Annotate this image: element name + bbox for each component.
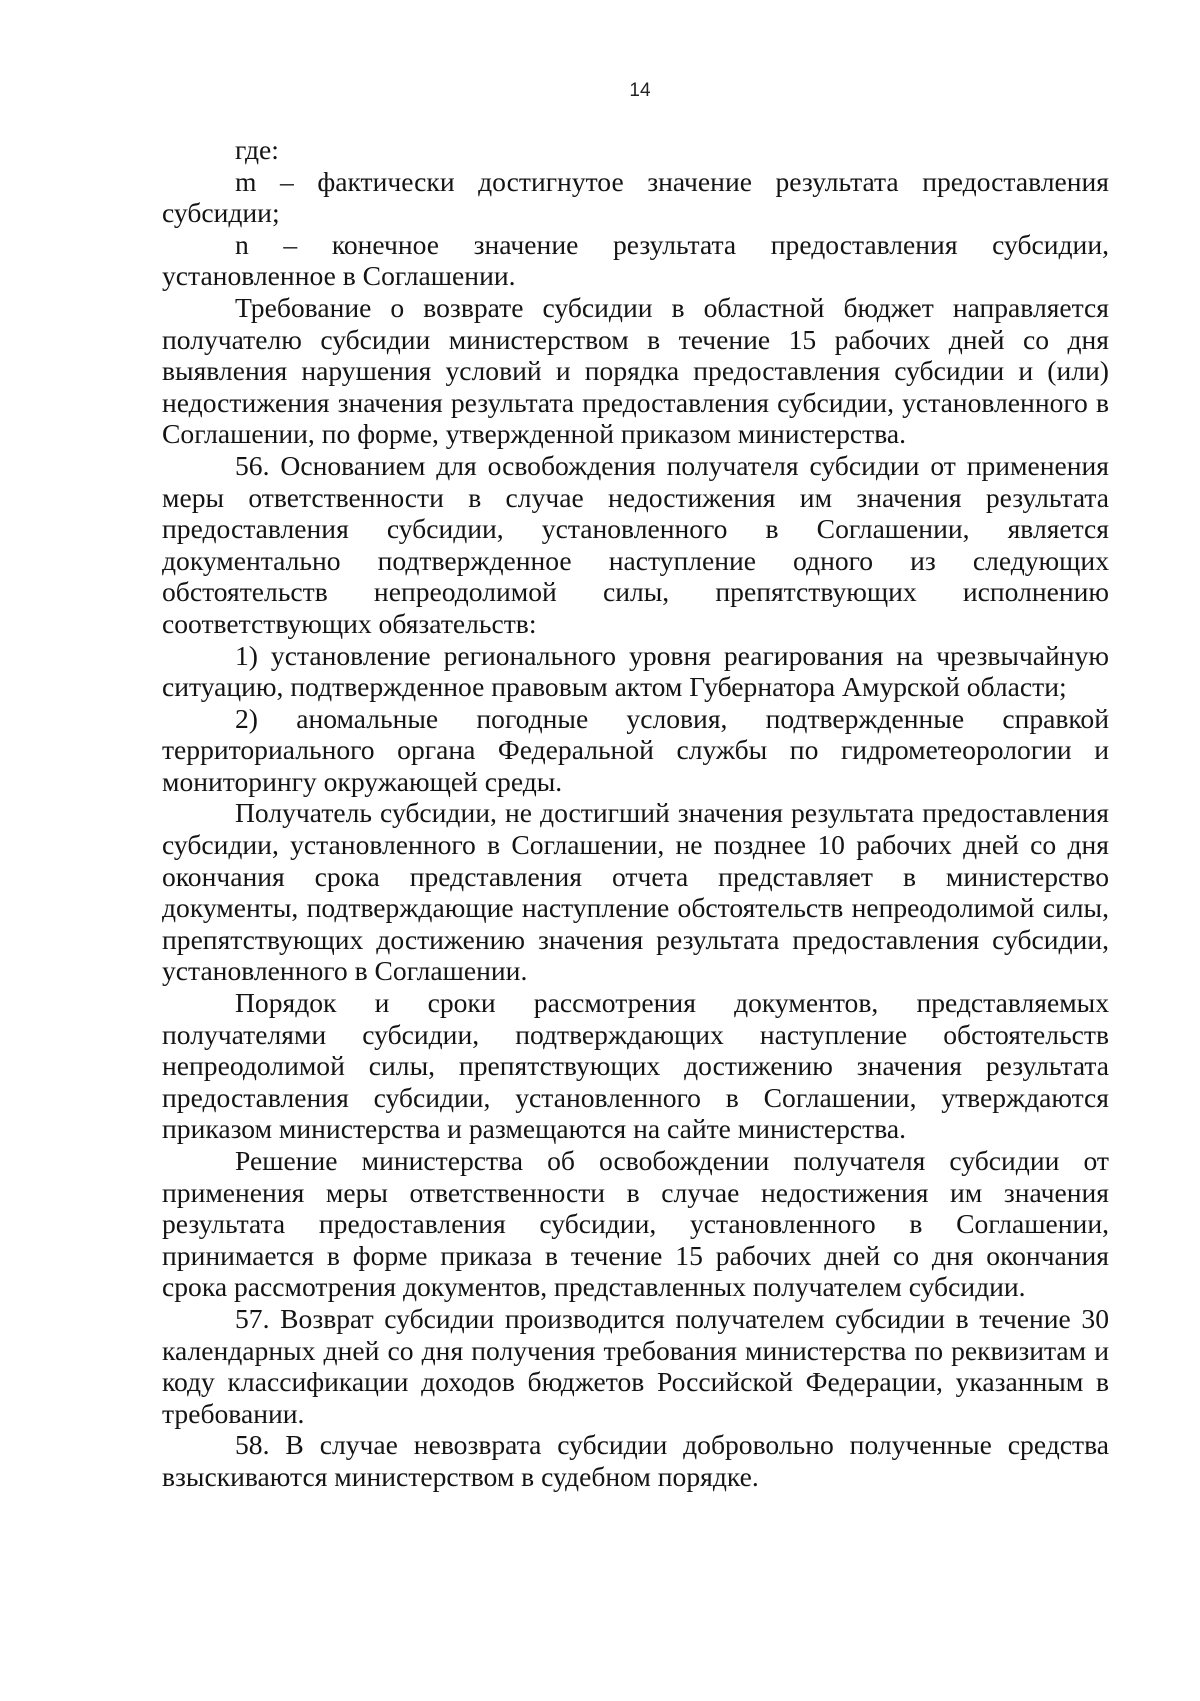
paragraph-57: 57. Возврат субсидии производится получателем субсидии в течение 30 календарных дней со дня получения требования министерства по реквизитам и коду классификации доходов бюджетов Российской Федерации, указанным в требовании. <box>162 1302 1109 1429</box>
paragraph-procedure-terms: Порядок и сроки рассмотрения документов, представляемых получателями субсидии, подтверждающих наступление обстоятельств непреодолимой силы, препятствующих достижению значения результата предоставления субсидии, установленного в Соглашении, утверждаются приказом министерства и размещаются на сайте министерства. <box>162 987 1109 1145</box>
document-body <box>162 134 1109 1493</box>
paragraph-56: 56. Основанием для освобождения получателя субсидии от применения меры ответственности в случае недостижения им значения результата предоставления субсидии, установленного в Соглашении, является документально подтвержденное наступление одного из следующих обстоятельств непреодолимой силы, препятствующих исполнению соответствующих обязательств: <box>162 449 1109 639</box>
list-item-1: 1) установление регионального уровня реагирования на чрезвычайную ситуацию, подтвержденное правовым актом Губернатора Амурской области; <box>162 639 1109 703</box>
paragraph-ministry-decision: Решение министерства об освобождении получателя субсидии от применения меры ответственности в случае недостижения им значения результата предоставления субсидии, установленного в Соглашении, принимается в форме приказа в течение 15 рабочих дней со дня окончания срока рассмотрения документов, представленных получателем субсидии. <box>162 1145 1109 1303</box>
paragraph-58: 58. В случае невозврата субсидии добровольно полученные средства взыскиваются министерством в судебном порядке. <box>162 1429 1109 1492</box>
list-item-2: 2) аномальные погодные условия, подтвержденные справкой территориального органа Федеральной службы по гидрометеорологии и мониторингу окружающей среды. <box>162 702 1109 797</box>
paragraph-where: где: <box>235 134 279 165</box>
paragraph-recipient-documents: Получатель субсидии, не достигший значения результата предоставления субсидии, установленного в Соглашении, не позднее 10 рабочих дней со дня окончания срока представления отчета представляет в министерство документы, подтверждающие наступление обстоятельств непреодолимой силы, препятствующих достижению значения результата предоставления субсидии, установленного в Соглашении. <box>162 797 1109 987</box>
paragraph-refund-requirement: Требование о возврате субсидии в областной бюджет направляется получателю субсидии министерством в течение 15 рабочих дней со дня выявления нарушения условий и порядка предоставления субсидии и (или) недостижения значения результата предоставления субсидии, установленного в Соглашении, по форме, утвержденной приказом министерства. <box>162 291 1109 450</box>
paragraph-m-definition: m – фактически достигнутое значение результата предоставления субсидии; <box>162 165 1109 229</box>
page-number: 14 <box>629 80 651 101</box>
paragraph-n-definition: n – конечное значение результата предоставления субсидии, установленное в Соглашении. <box>162 228 1109 292</box>
